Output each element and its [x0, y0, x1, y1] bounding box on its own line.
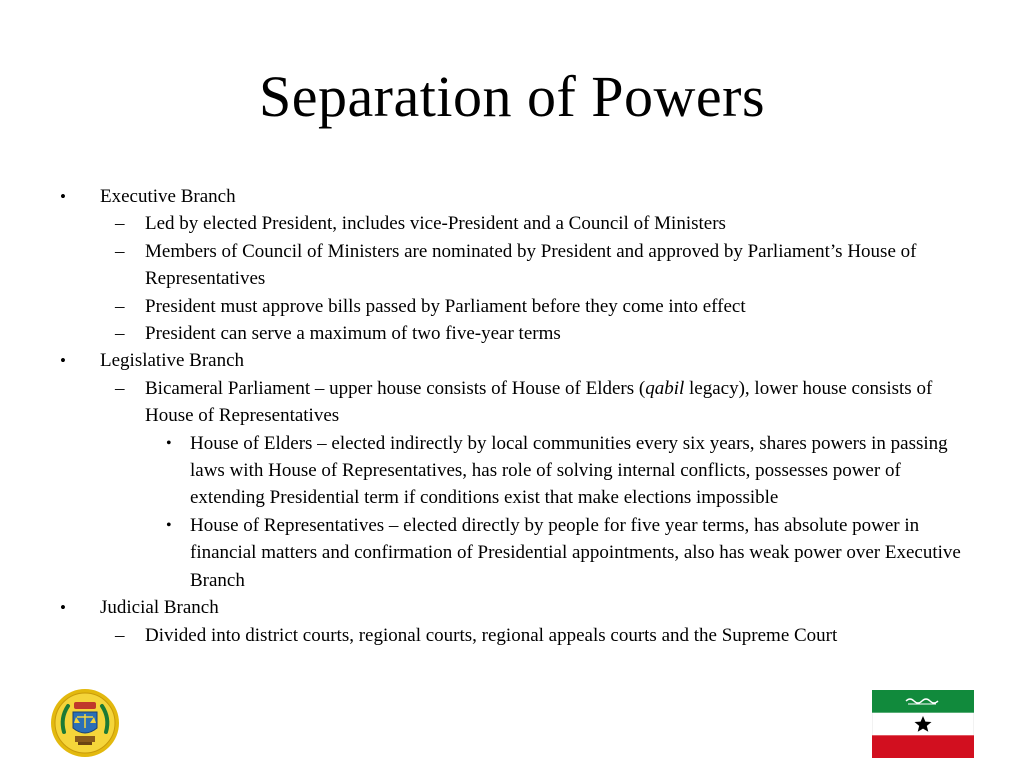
coat-of-arms-icon [50, 688, 120, 758]
flag-icon [872, 690, 974, 758]
sub-sub-bullet-text: House of Representatives – elected directly by people for five year terms, has absolute power in financial matters and confirmation of Presidential appointments, also has weak power over Executive Branch [190, 514, 961, 591]
dash-marker: – [115, 624, 125, 646]
bullet-marker: • [60, 598, 66, 618]
dash-marker: – [115, 213, 125, 235]
bullet-marker: • [60, 351, 66, 371]
bullet-marker: • [60, 187, 66, 206]
bullet-marker: • [166, 434, 172, 452]
dash-marker: – [115, 295, 125, 317]
sub-bullet [60, 622, 970, 649]
dash-marker: – [115, 377, 125, 399]
sub-bullet-text [145, 378, 932, 426]
sub-sub-bullet [60, 430, 970, 512]
sub-sub-bullet-text: House of Elders – elected indirectly by local communities every six years, shares powers in passing laws with House of Representatives, has role of solving internal conflicts, possesses power of extending Presidential term if conditions exist that make elections impossible [190, 432, 948, 509]
bullet-text: Judicial Branch [100, 597, 219, 619]
sub-bullet [60, 238, 970, 293]
sub-bullet-text: Divided into district courts, regional courts, regional appeals courts and the Supreme Court [145, 624, 838, 646]
sub-sub-bullet [60, 512, 970, 594]
sub-bullet-text: President must approve bills passed by Parliament before they come into effect [145, 295, 746, 317]
bullet-legislative-branch [60, 347, 970, 374]
bullet-list [60, 183, 970, 649]
italic-term: qabil [645, 377, 685, 399]
sub-bullet [60, 320, 970, 347]
dash-marker: – [115, 240, 125, 262]
sub-bullet-text: President can serve a maximum of two five-year terms [145, 323, 561, 345]
sub-bullet [60, 210, 970, 237]
text-part: legacy), lower house consists of House of Representatives [145, 377, 933, 427]
sub-bullet-text: Led by elected President, includes vice-President and a Council of Ministers [145, 213, 726, 235]
sub-bullet [60, 375, 970, 430]
bullet-marker: • [166, 516, 172, 534]
slide-title: Separation of Powers [258, 64, 766, 129]
bullet-judicial-branch [60, 594, 970, 621]
bullet-text: Legislative Branch [100, 350, 245, 372]
sub-bullet-text: Members of Council of Ministers are nominated by President and approved by Parliament’s House of Representatives [145, 240, 917, 290]
bullet-executive-branch [60, 183, 970, 210]
sub-bullet [60, 293, 970, 320]
bullet-text: Executive Branch [100, 186, 236, 207]
text-part: Bicameral Parliament – upper house consists of House of Elders ( [145, 377, 646, 399]
dash-marker: – [115, 323, 125, 345]
